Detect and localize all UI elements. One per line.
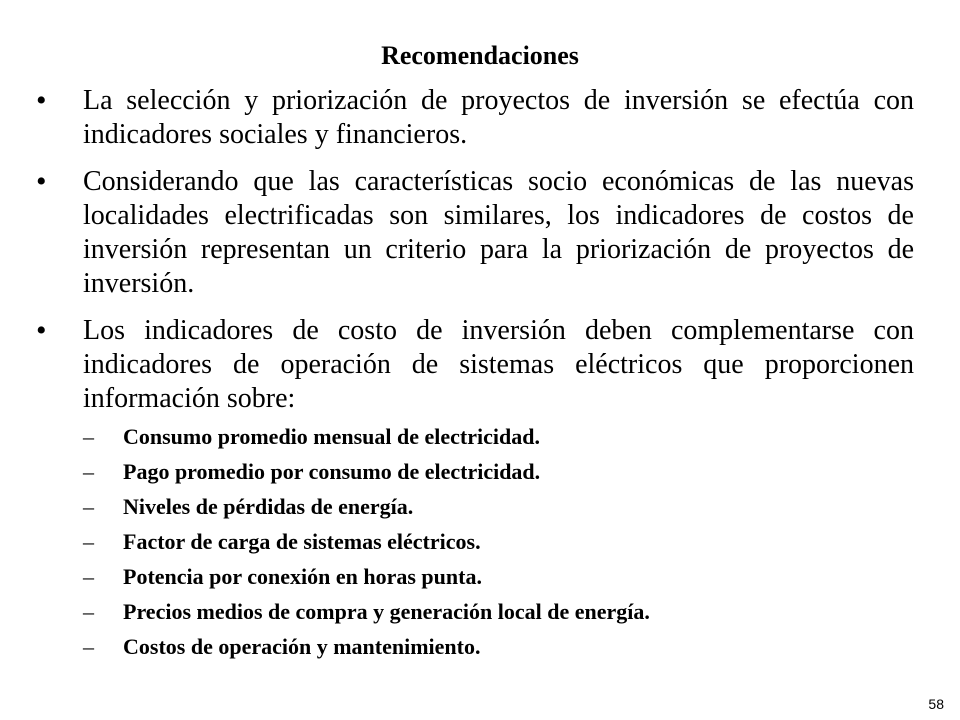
sub-item (83, 493, 914, 521)
dash-icon: – (83, 634, 94, 659)
bullet-text: Los indicadores de costo de inversión deben complementarse con indicadores de operación de sistemas eléctricos que proporcionen información sobre: (83, 315, 914, 414)
sub-item (83, 423, 914, 451)
bullet-item (36, 84, 914, 152)
sub-item (83, 528, 914, 556)
bullet-text: Considerando que las características socio económicas de las nuevas localidades electrificadas son similares, los indicadores de costos de inversión representan un criterio para la priorización de proyectos de inversión. (83, 166, 914, 299)
bullet-item (36, 165, 914, 301)
sub-item-text: Factor de carga de sistemas eléctricos. (123, 529, 481, 554)
sub-item-text: Costos de operación y mantenimiento. (123, 634, 481, 659)
sub-item-text: Pago promedio por consumo de electricidad. (123, 459, 541, 484)
sub-item (83, 633, 914, 661)
dash-icon: – (83, 424, 94, 449)
slide-title: Recomendaciones (381, 41, 579, 70)
bullet-item (36, 314, 914, 661)
bullet-icon: • (36, 314, 47, 347)
sub-item-text: Consumo promedio mensual de electricidad. (123, 424, 540, 449)
dash-icon: – (83, 529, 94, 554)
page-number: 58 (928, 696, 944, 712)
bullet-icon: • (36, 84, 47, 117)
dash-icon: – (83, 564, 94, 589)
sub-item-text: Niveles de pérdidas de energía. (123, 494, 414, 519)
sub-item-text: Precios medios de compra y generación local de energía. (123, 599, 650, 624)
bullet-text: La selección y priorización de proyectos de inversión se efectúa con indicadores sociales y financieros. (83, 85, 914, 150)
dash-icon: – (83, 459, 94, 484)
dash-icon: – (83, 599, 94, 624)
sub-list (83, 423, 914, 661)
bullet-list (36, 84, 914, 674)
sub-item-text: Potencia por conexión en horas punta. (123, 564, 482, 589)
bullet-icon: • (36, 165, 47, 198)
dash-icon: – (83, 494, 94, 519)
sub-item (83, 458, 914, 486)
sub-item (83, 598, 914, 626)
sub-item (83, 563, 914, 591)
